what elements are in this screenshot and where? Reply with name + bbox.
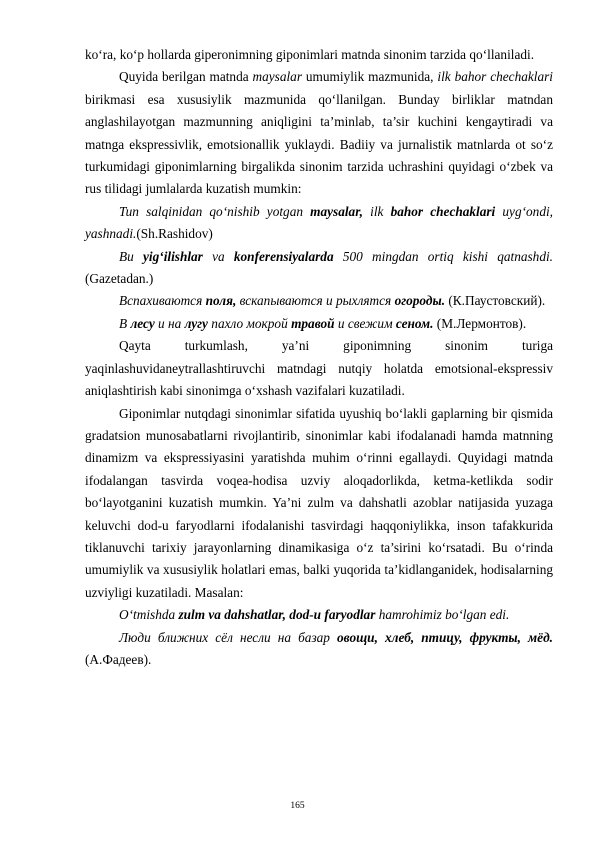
- example-highlight: лугу: [184, 315, 208, 331]
- paragraph-1-text: ko‘ra, ko‘p hollarda giperonimning giponimlari matnda sinonim tarzida qo‘llaniladi.: [85, 47, 535, 62]
- example-2: [85, 246, 553, 291]
- example-source: (Gazetadan.): [85, 271, 154, 287]
- example-text: пахло мокрой: [207, 315, 292, 331]
- term-ilk-bahor-chechaklari: ilk bahor chechaklari: [437, 69, 553, 85]
- text-run: umumiylik mazmunida,: [302, 69, 438, 85]
- example-text: Вспахиваются: [119, 293, 206, 309]
- example-text: hamrohimiz bo‘lgan edi.: [375, 607, 510, 623]
- document-page: [85, 44, 553, 671]
- example-highlight: yig‘ilishlar: [143, 248, 203, 264]
- page-number: 165: [290, 801, 305, 811]
- example-highlight: сеном.: [395, 315, 434, 331]
- example-text: O‘tmishda: [119, 607, 179, 623]
- example-highlight: овощи, хлеб, птицу, фрукты, мёд.: [337, 629, 553, 645]
- paragraph-3: [85, 335, 553, 402]
- example-source: (К.Паустовский).: [445, 293, 546, 309]
- example-highlight: zulm va dahshatlar, dod-u faryodlar: [178, 607, 376, 623]
- paragraph-4-text: Giponimlar nutqdagi sinonimlar sifatida uyushiq bo‘lakli gaplarning bir qismida gradatsion munosabatlarni rivojlantirib, sinonimlar kabi ifodalanadi hamda matnning dinamizm va ekspressiyasini yaratishda muhim o‘rinni egallaydi. Quyidagi matnda ifodalangan tasvirda voqea-hodisa uzviy aloqadorlikda, ketma-ketlikda sodir bo‘layotganini kuzatish mumkin. Ya’ni zulm va dahshatli azoblar natijasida yuzaga keluvchi dod-u faryodlarni ifodalanishi tasvirdagi haqqoniylikka, inson tafakkurida tiklanuvchi tarixiy jarayonlarning dinamikasiga o‘z ta’sirini ko‘rsatadi. Bu o‘rinda umumiylik va xususiylik holatlari emas, balki yuqorida ta’kidlanganidek, hodisalarning uzviyligi kuzatiladi. Masalan:: [85, 405, 553, 600]
- term-maysalar: maysalar: [252, 69, 303, 85]
- text-run: Quyida berilgan matnda: [119, 69, 253, 85]
- example-text: uyg‘ondi, yashnadi.: [85, 203, 553, 242]
- example-text: Bu: [119, 248, 144, 264]
- text-run: birikmasi esa xususiylik mazmunida qo‘llanilgan. Bunday birliklar matndan anglashilayotgan mazmunning aniqligini ta’minlab, ta’sir kuchini kengaytiradi va matnga ekspressivlik, emotsionallik yuklaydi. Badiiy va jurnalistik matnlarda ot so‘z turkumidagi giponimlarning birgalikda sinonim tarzida uchrashini quyidagi o‘zbek va rus tilidagi jumlalarda kuzatish mumkin:: [85, 91, 553, 197]
- example-highlight: konferensiyalarda: [233, 248, 334, 264]
- example-text: В: [119, 315, 131, 331]
- example-source: (Sh.Rashidov): [136, 226, 213, 242]
- paragraph-2: [85, 66, 553, 200]
- example-text: и на: [154, 315, 185, 331]
- example-source: (М.Лермонтов).: [433, 315, 527, 331]
- example-text: вскапываются и рыхлятся: [236, 293, 395, 309]
- example-text: ilk: [362, 203, 391, 219]
- example-6: [85, 627, 553, 672]
- paragraph-4: [85, 403, 553, 605]
- example-5: [85, 604, 553, 626]
- example-highlight: огороды.: [394, 293, 446, 309]
- example-text: va: [202, 248, 234, 264]
- example-highlight: поля,: [205, 293, 237, 309]
- example-highlight: bahor chechaklari: [390, 203, 496, 219]
- example-highlight: травой: [291, 315, 335, 331]
- example-text: Tun salqinidan qo‘nishib yotgan: [119, 203, 311, 219]
- example-highlight: maysalar,: [310, 203, 363, 219]
- example-source: (А.Фадеев).: [85, 651, 152, 667]
- paragraph-3-text: Qayta turkumlash, ya’ni giponimning sinonim turiga yaqinlashuvidaneytrallashtiruvchi matndagi nutqiy holatda emotsional-ekspressiv aniqlashtirish kabi sinonimga o‘xshash vazifalari kuzatiladi.: [85, 338, 553, 399]
- example-text: 500 mingdan ortiq kishi qatnashdi.: [333, 248, 553, 264]
- example-3: [85, 290, 553, 312]
- example-highlight: лесу: [130, 315, 155, 331]
- example-text: Люди ближних сёл несли на базар: [119, 629, 338, 645]
- example-1: [85, 201, 553, 246]
- paragraph-1: [85, 44, 553, 66]
- example-4: [85, 313, 553, 335]
- example-text: и свежим: [334, 315, 396, 331]
